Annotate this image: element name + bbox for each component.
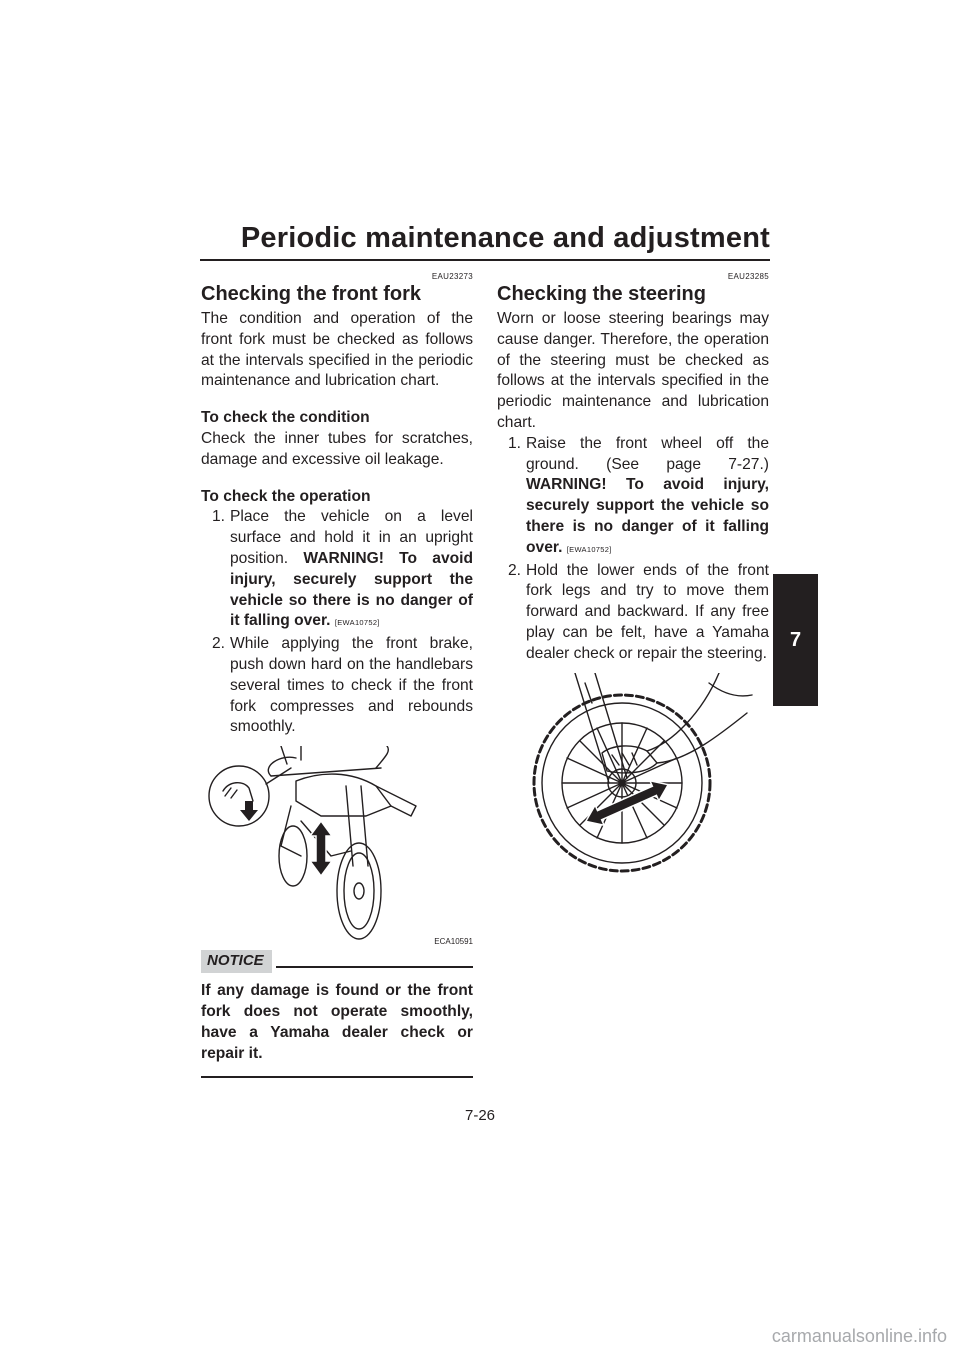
step-text: Hold the lower ends of the front fork legs and try to move them forward and backward. If any free play can be felt, have a Yamaha dealer check or repair the steering.: [526, 561, 769, 662]
notice-label: NOTICE: [201, 950, 272, 973]
figure-code: ECA10591: [434, 937, 473, 947]
step-text: Raise the front wheel off the ground. (See page 7-27.): [526, 434, 769, 473]
front-fork-figure: [201, 746, 473, 946]
step-text: Place the vehicle on a level surface and hold it in an upright position.: [230, 508, 473, 567]
steering-intro: Worn or loose steering bearings may cause danger. Therefore, the operation of the steering must be checked as follows at the intervals specified in the periodic maintenance and lubrication chart.: [497, 310, 769, 431]
section-title-front-fork: Checking the front fork: [201, 283, 422, 305]
chapter-tab[interactable]: 7: [773, 574, 818, 706]
list-item: [201, 507, 473, 634]
left-column: [201, 272, 473, 1078]
operation-steps: [201, 507, 473, 738]
list-item: [497, 434, 769, 561]
section-code: EAU23285: [727, 272, 769, 281]
section-title-steering: Checking the steering: [497, 283, 706, 305]
step-number: 2.: [507, 561, 521, 579]
step-number: 2.: [211, 635, 225, 653]
warning-text: WARNING! To avoid injury, securely support the vehicle so there is no danger of it falling over.: [230, 549, 473, 630]
watermark: carmanualsonline.info: [771, 1326, 947, 1346]
warning-code: [EWA10752]: [566, 544, 612, 554]
condition-text: Check the inner tubes for scratches, damage and excessive oil leakage.: [201, 429, 473, 468]
front-fork-intro: The condition and operation of the front fork must be checked as follows at the intervals specified in the periodic maintenance and lubrication chart.: [201, 310, 473, 390]
dirt-bike-fork-illustration: [201, 746, 473, 946]
step-number: 1.: [507, 434, 521, 452]
condition-heading: To check the condition: [201, 409, 370, 427]
notice-text: If any damage is found or the front fork does not operate smoothly, have a Yamaha dealer check or repair it.: [201, 982, 473, 1062]
wheel-and-hands-illustration: [497, 673, 769, 883]
list-item: [201, 634, 473, 738]
header-rule: [200, 259, 770, 261]
notice-header: [201, 950, 473, 973]
page-header-title: Periodic maintenance and adjustment: [240, 222, 770, 254]
step-text: While applying the front brake, push down hard on the handlebars several times to check if the front fork compresses and rebounds smoothly.: [230, 635, 473, 736]
warning-code: [EWA10752]: [334, 618, 380, 628]
section-code: EAU23273: [431, 272, 473, 281]
notice-rule: [276, 966, 473, 968]
notice-end-rule: [201, 1076, 473, 1078]
steering-figure: [497, 673, 769, 883]
operation-heading: To check the operation: [201, 487, 371, 505]
right-column: [497, 272, 769, 883]
step-number: 1.: [211, 508, 225, 526]
warning-text: WARNING! To avoid injury, securely support the vehicle so there is no danger of it falling over.: [526, 476, 769, 556]
list-item: [497, 561, 769, 665]
steering-steps: [497, 434, 769, 665]
page-number: 7-26: [464, 1107, 496, 1124]
